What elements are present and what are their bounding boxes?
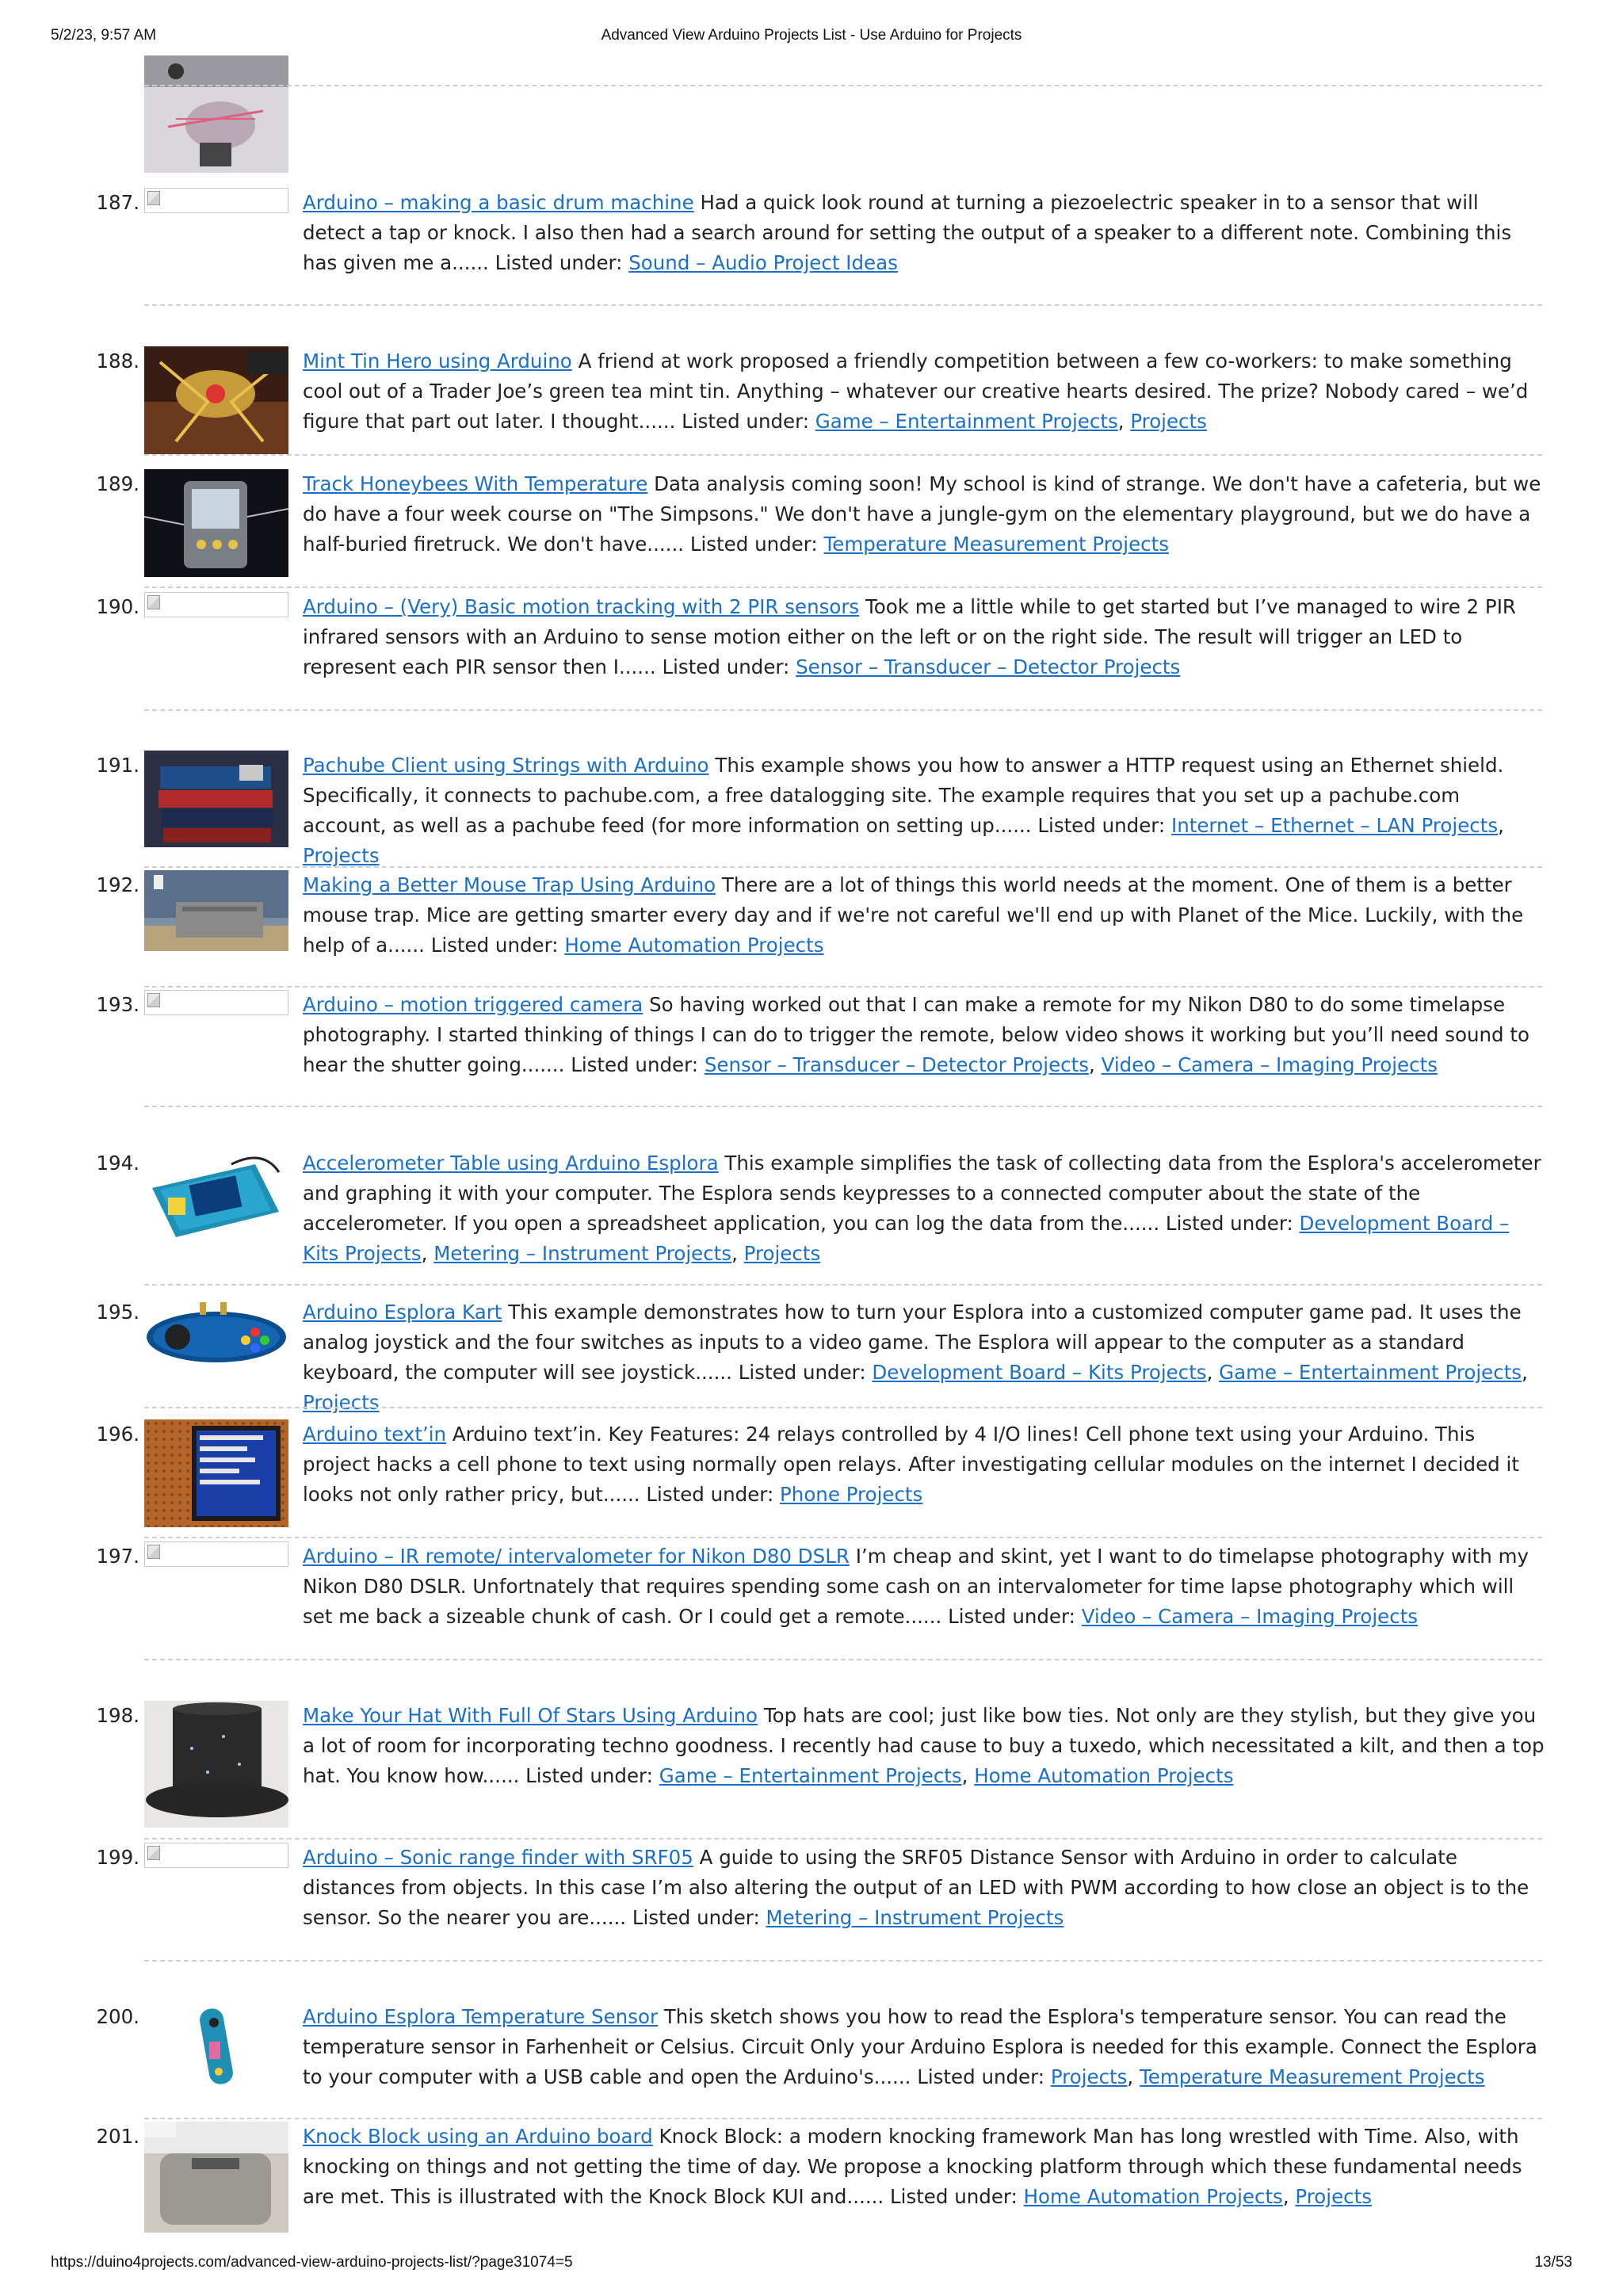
- project-thumbnail[interactable]: [144, 751, 288, 847]
- project-description: This example simplifies the task of collecting data from the Esplora's accelerometer and graphing it with your computer. The Esplora sends keypresses to a connected computer about the state of the accelerometer. If you open a spreadsheet application, you can log the data from the......: [303, 1152, 1541, 1235]
- project-thumbnail[interactable]: [144, 469, 288, 577]
- project-description: I’m cheap and skint, yet I want to do timelapse photography with my Nikon D80 DSLR. Unfortnately that requires spending some cash on an intervalometer for time lapse photography which will set me back a sizeable chunk of cash. Or I could get a remote......: [303, 1545, 1529, 1628]
- project-title-link[interactable]: Knock Block using an Arduino board: [303, 2125, 653, 2148]
- category-link[interactable]: Home Automation Projects: [1023, 2185, 1283, 2208]
- category-link[interactable]: Sensor – Transducer – Detector Projects: [704, 1053, 1090, 1076]
- category-link[interactable]: Development Board – Kits Projects: [303, 1212, 1510, 1265]
- page-title: Advanced View Arduino Projects List - Use Arduino for Projects: [601, 27, 1022, 44]
- project-description: A guide to using the SRF05 Distance Sensor with Arduino in order to calculate distances from objects. In this case I’m also altering the output of an LED with PWM according to how close an object is to the sensor. So the nearer you are......: [303, 1846, 1529, 1929]
- listed-under-label: Listed under:: [1037, 814, 1166, 837]
- project-title-link[interactable]: Pachube Client using Strings with Arduino: [303, 754, 709, 777]
- project-description: Knock Block: a modern knocking framework Man has long wrestled with Time. Also, with knocking on things and not getting the time of day. We propose a knocking platform through which these fundamental needs are met. This is illustrated with the Knock Block KUI and......: [303, 2125, 1522, 2208]
- project-title-link[interactable]: Track Honeybees With Temperature: [303, 472, 648, 495]
- print-footer: [51, 2254, 1572, 2278]
- project-description: Had a quick look round at turning a piezoelectric speaker in to a sensor that will detect a tap or knock. I also then had a search around for setting the output of a speaker to a different note. Combining this has given me a......: [303, 191, 1512, 274]
- page-url: https://duino4projects.com/advanced-view-arduino-projects-list/?page31074=5: [51, 2254, 573, 2271]
- listed-under-label: Listed under:: [689, 533, 818, 556]
- listed-under-label: Listed under:: [917, 2065, 1045, 2088]
- project-description: So having worked out that I can make a remote for my Nikon D80 to do some timelapse photography. I started thinking of things I can do to trigger the remote, below video shows it working but you’ll need sound to hear the shutter going.......: [303, 993, 1529, 1076]
- item-number: 196.: [96, 1423, 139, 1446]
- project-description: There are a lot of things this world needs at the moment. One of them is a better mouse trap. Mice are getting smarter every day and if we're not careful we'll end up with Planet of the Mice. Luckily, with the help of a......: [303, 873, 1524, 957]
- item-number: 190.: [96, 595, 139, 618]
- project-title-link[interactable]: Arduino Esplora Kart: [303, 1301, 502, 1324]
- separator: [144, 1659, 1542, 1660]
- category-link[interactable]: Development Board – Kits Projects: [872, 1361, 1207, 1384]
- category-link[interactable]: Projects: [743, 1242, 821, 1265]
- separator: [144, 1838, 1542, 1839]
- listed-under-label: Listed under:: [430, 934, 559, 957]
- separator: [144, 586, 1542, 588]
- listed-under-label: Listed under:: [646, 1483, 774, 1506]
- project-title-link[interactable]: Arduino – Sonic range finder with SRF05: [303, 1846, 693, 1869]
- listed-under-label: Listed under:: [682, 410, 809, 433]
- project-thumbnail[interactable]: [144, 1701, 288, 1828]
- item-number: 199.: [96, 1846, 139, 1869]
- item-number: 198.: [96, 1704, 139, 1727]
- item-number: 200.: [96, 2005, 139, 2028]
- project-thumbnail[interactable]: [144, 870, 288, 951]
- broken-image-icon[interactable]: [144, 1843, 288, 1868]
- project-thumbnail[interactable]: [144, 1297, 288, 1369]
- project-thumbnail[interactable]: [144, 2002, 288, 2091]
- project-description: This sketch shows you how to read the Esplora's temperature sensor. You can read the temperature sensor in Farhenheit or Celsius. Circuit Only your Arduino Esplora is needed for this example. Connect the Esplora to your computer with a USB cable and open the Arduino's......: [303, 2005, 1537, 2088]
- project-description: Arduino text’in. Key Features: 24 relays controlled by 4 I/O lines! Cell phone text using your Arduino. This project hacks a cell phone to text using normally open relays. After investigating cellular modules on the internet I decided it looks not only rather pricy, but......: [303, 1423, 1519, 1506]
- category-link[interactable]: Video – Camera – Imaging Projects: [1101, 1053, 1438, 1076]
- listed-under-label: Listed under:: [495, 251, 623, 274]
- project-title-link[interactable]: Make Your Hat With Full Of Stars Using Arduino: [303, 1704, 758, 1727]
- project-title-link[interactable]: Arduino – making a basic drum machine: [303, 191, 694, 214]
- category-link[interactable]: Sound – Audio Project Ideas: [628, 251, 898, 274]
- item-number: 189.: [96, 472, 139, 495]
- listed-under-label: Listed under:: [662, 655, 790, 678]
- category-link[interactable]: Home Automation Projects: [974, 1764, 1234, 1787]
- project-description: This example demonstrates how to turn your Esplora into a customized computer game pad. It uses the analog joystick and the four switches as inputs to a video game. The Esplora will appear to the computer as a standard keyboard, the computer will see joystick......: [303, 1301, 1522, 1384]
- project-thumbnail[interactable]: [144, 55, 288, 173]
- listed-under-label: Listed under:: [1165, 1212, 1293, 1235]
- item-number: 193.: [96, 993, 139, 1016]
- separator: [144, 1407, 1542, 1408]
- project-description: Data analysis coming soon! My school is kind of strange. We don't have a cafeteria, but we do have a four week course on "The Simpsons." We don't have a jungle-gym on the elementary playground, but we do have a half-buried firetruck. We don't have......: [303, 472, 1541, 556]
- category-link[interactable]: Game – Entertainment Projects: [815, 410, 1118, 433]
- category-link[interactable]: Metering – Instrument Projects: [433, 1242, 732, 1265]
- listed-under-label: Listed under:: [525, 1764, 653, 1787]
- category-link[interactable]: Internet – Ethernet – LAN Projects: [1170, 814, 1499, 837]
- category-link[interactable]: Projects: [303, 844, 380, 867]
- project-title-link[interactable]: Arduino Esplora Temperature Sensor: [303, 2005, 659, 2028]
- listed-under-label: Listed under:: [632, 1906, 760, 1929]
- broken-image-icon[interactable]: [144, 990, 288, 1015]
- category-link[interactable]: Temperature Measurement Projects: [823, 533, 1170, 556]
- item-number: 194.: [96, 1152, 139, 1175]
- category-link[interactable]: Game – Entertainment Projects: [659, 1764, 962, 1787]
- project-title-link[interactable]: Accelerometer Table using Arduino Esplora: [303, 1152, 719, 1175]
- separator: [144, 85, 1542, 86]
- category-link[interactable]: Projects: [1295, 2185, 1372, 2208]
- separator: [144, 1284, 1542, 1286]
- broken-image-icon[interactable]: [144, 188, 288, 213]
- category-link[interactable]: Projects: [1130, 410, 1207, 433]
- separator: [144, 1106, 1542, 1107]
- separator: [144, 1960, 1542, 1962]
- separator: [144, 986, 1542, 988]
- listed-under-label: Listed under:: [571, 1053, 699, 1076]
- category-link[interactable]: Metering – Instrument Projects: [766, 1906, 1064, 1929]
- category-link[interactable]: Home Automation Projects: [564, 934, 824, 957]
- project-title-link[interactable]: Mint Tin Hero using Arduino: [303, 350, 572, 372]
- broken-image-icon[interactable]: [144, 1541, 288, 1567]
- project-thumbnail[interactable]: [144, 346, 288, 454]
- project-title-link[interactable]: Making a Better Mouse Trap Using Arduino: [303, 873, 716, 896]
- project-description: This example shows you how to answer a HTTP request using an Ethernet shield. Specifically, it connects to pachube.com, a free datalogging site. The example requires that you set up a pachube.com account, as well as a pachube feed (for more information on setting up......: [303, 754, 1504, 837]
- project-thumbnail[interactable]: [144, 1148, 288, 1245]
- broken-image-icon[interactable]: [144, 592, 288, 617]
- item-number: 201.: [96, 2125, 139, 2148]
- separator: [144, 454, 1542, 456]
- listed-under-label: Listed under:: [738, 1361, 866, 1384]
- category-link[interactable]: Temperature Measurement Projects: [1140, 2065, 1485, 2088]
- project-description: Took me a little while to get started but I’ve managed to wire 2 PIR infrared sensors with an Arduino to sense motion either on the left or on the right side. The result will trigger an LED to represent each PIR sensor then I......: [303, 595, 1516, 678]
- category-link[interactable]: Sensor – Transducer – Detector Projects: [796, 655, 1181, 678]
- separator: [144, 1537, 1542, 1538]
- category-link[interactable]: Projects: [303, 1391, 380, 1414]
- category-link[interactable]: Projects: [1050, 2065, 1128, 2088]
- separator: [144, 709, 1542, 711]
- item-number: 187.: [96, 191, 139, 214]
- category-link[interactable]: Phone Projects: [780, 1483, 923, 1506]
- category-link[interactable]: Game – Entertainment Projects: [1219, 1361, 1522, 1384]
- project-title-link[interactable]: Arduino – motion triggered camera: [303, 993, 643, 1016]
- page-number: 13/53: [1534, 2254, 1572, 2271]
- project-thumbnail[interactable]: [144, 1419, 288, 1527]
- project-title-link[interactable]: Arduino text’in: [303, 1423, 447, 1446]
- listed-under-label: Listed under:: [889, 2185, 1018, 2208]
- item-number: 197.: [96, 1545, 139, 1568]
- project-list: 187. Arduino – making a basic drum machine Had a quick look round at turning a piezoelectric speaker in to a sensor that will detect a tap or knock. I also then had a search around for setting the output of a speaker to a different note. Combining this has given me a...... Listed under: Sound – Audio Project Ideas 188. Mint Tin Hero using Arduino A friend at work proposed a friendly competition between a few co-workers: to make something cool out of a Trader Joe’s green tea mint tin. Anything – whatever our creative hearts desired. The prize? Nobody cared – we’d figure that part out later. I thought...... Listed under: Game – Entertainment Projects, Projects 189. Track Honeybees With Temperature Data analysis coming soon! My school is kind of strange. We don't have a cafeteria, but we do have a four week course on "The Simpsons." We don't have a jungle-gym on the elementary playground, but we do have a half-buried firetruck. We don't have...... Listed under: Temperature Measurement Projects 190. Arduino – (Very) Basic motion tracking with 2 PIR sensors Took me a little while to get started but I’ve managed to wire 2 PIR infrared sensors with an Arduino to sense motion either on the left or on the right side. The result will trigger an LED to represent each PIR sensor then I...... Listed under: Sensor – Transducer – Detector Projects 191. Pachube Client using Strings with Arduino This example shows you how to answer a HTTP request using an Ethernet shield. Specifically, it connects to pachube.com, a free datalogging site. The example requires that you set up a pachube.com account, as well as a pachube feed (for more information on setting up...... Listed under: Internet – Ethernet – LAN Projects, Projects 192. Making a Better Mouse Trap Using Arduino There are a lot of things this world needs at the moment. One of them is a better mouse trap. Mice are getting smarter every day and if we're not careful we'll end up with Planet of the Mice. Luckily, with the help of a...... Listed under: Home Automation Projects 193. Arduino – motion triggered camera So having worked out that I can make a remote for my Nikon D80 to do some timelapse photography. I started thinking of things I can do to trigger the remote, below video shows it working but you’ll need sound to hear the shutter going....... Listed under: Sensor – Transducer – Detector Projects, Video – Camera – Imaging Projects 194. Accelerometer Table using Arduino Esplora This example simplifies the task of collecting data from the Esplora's accelerometer and graphing it with your computer. The Esplora sends keypresses to a connected computer about the state of the accelerometer. If you open a spreadsheet application, you can log the data from the...... Listed under: Development Board – Kits Projects, Metering – Instrument Projects, Projects 195. Arduino Esplora Kart This example demonstrates how to turn your Esplora into a customized computer game pad. It uses the analog joystick and the four switches as inputs to a video game. The Esplora will appear to the computer as a standard keyboard, the computer will see joystick...... Listed under: Development Board – Kits Projects, Game – Entertainment Projects, Projects 196. Arduino text’in Arduino text’in. Key Features: 24 relays controlled by 4 I/O lines! Cell phone text using your Arduino. This project hacks a cell phone to text using normally open relays. After investigating cellular modules on the internet I decided it looks not only rather pricy, but...... Listed under: Phone Projects 197. Arduino – IR remote/ intervalometer for Nikon D80 DSLR I’m cheap and skint, yet I want to do timelapse photography with my Nikon D80 DSLR. Unfortnately that requires spending some cash on an intervalometer for time lapse photography which will set me back a sizeable chunk of cash. Or I could get a remote...... Listed under: Video – Camera – Imaging Projects 198. Make Your Hat With Full Of Stars Using Arduino Top hats are cool; just like bow ties. Not only are they stylish, but they give you a lot of room for incorporating techno goodness. I recently had cause to buy a tuxedo, which necessitated a kilt, and then a top hat. You know how...... Listed under: Game – Entertainment Projects, Home Automation Projects 199. Arduino – Sonic range finder with SRF05 A guide to using the SRF05 Distance Sensor with Arduino in order to calculate distances from objects. In this case I’m also altering the output of an LED with PWM according to how close an object is to the sensor. So the nearer you are...... Listed under: Metering – Instrument Projects 200. Arduino Esplora Temperature Sensor This sketch shows you how to read the Esplora's temperature sensor. You can read the temperature sensor in Farhenheit or Celsius. Circuit Only your Arduino Esplora is needed for this example. Connect the Esplora to your computer with a USB cable and open the Arduino's...... Listed under: Projects, Temperature Measurement Projects 201. Knock Block using an Arduino board Knock Block: a modern knocking framework Man has long wrestled with Time. Also, with knocking on things and not getting the time of day. We propose a knocking platform through which these fundamental needs are met. This is illustrated with the Knock Block KUI and...... Listed under: Home Automation Projects, Projects: [0, 0, 1623, 2296]
- project-title-link[interactable]: Arduino – IR remote/ intervalometer for Nikon D80 DSLR: [303, 1545, 850, 1568]
- separator: [144, 304, 1542, 306]
- item-number: 188.: [96, 350, 139, 372]
- project-description: A friend at work proposed a friendly competition between a few co-workers: to make something cool out of a Trader Joe’s green tea mint tin. Anything – whatever our creative hearts desired. The prize? Nobody cared – we’d figure that part out later. I thought......: [303, 350, 1529, 433]
- project-title-link[interactable]: Arduino – (Very) Basic motion tracking with 2 PIR sensors: [303, 595, 860, 618]
- item-number: 192.: [96, 873, 139, 896]
- project-description: Top hats are cool; just like bow ties. Not only are they stylish, but they give you a lot of room for incorporating techno goodness. I recently had cause to buy a tuxedo, which necessitated a kilt, and then a top hat. You know how......: [303, 1704, 1545, 1787]
- item-number: 195.: [96, 1301, 139, 1324]
- project-thumbnail[interactable]: [144, 2122, 288, 2233]
- listed-under-label: Listed under:: [948, 1605, 1075, 1628]
- print-date: 5/2/23, 9:57 AM: [51, 27, 157, 44]
- separator: [144, 866, 1542, 868]
- category-link[interactable]: Video – Camera – Imaging Projects: [1081, 1605, 1419, 1628]
- separator: [144, 2118, 1542, 2119]
- item-number: 191.: [96, 754, 139, 777]
